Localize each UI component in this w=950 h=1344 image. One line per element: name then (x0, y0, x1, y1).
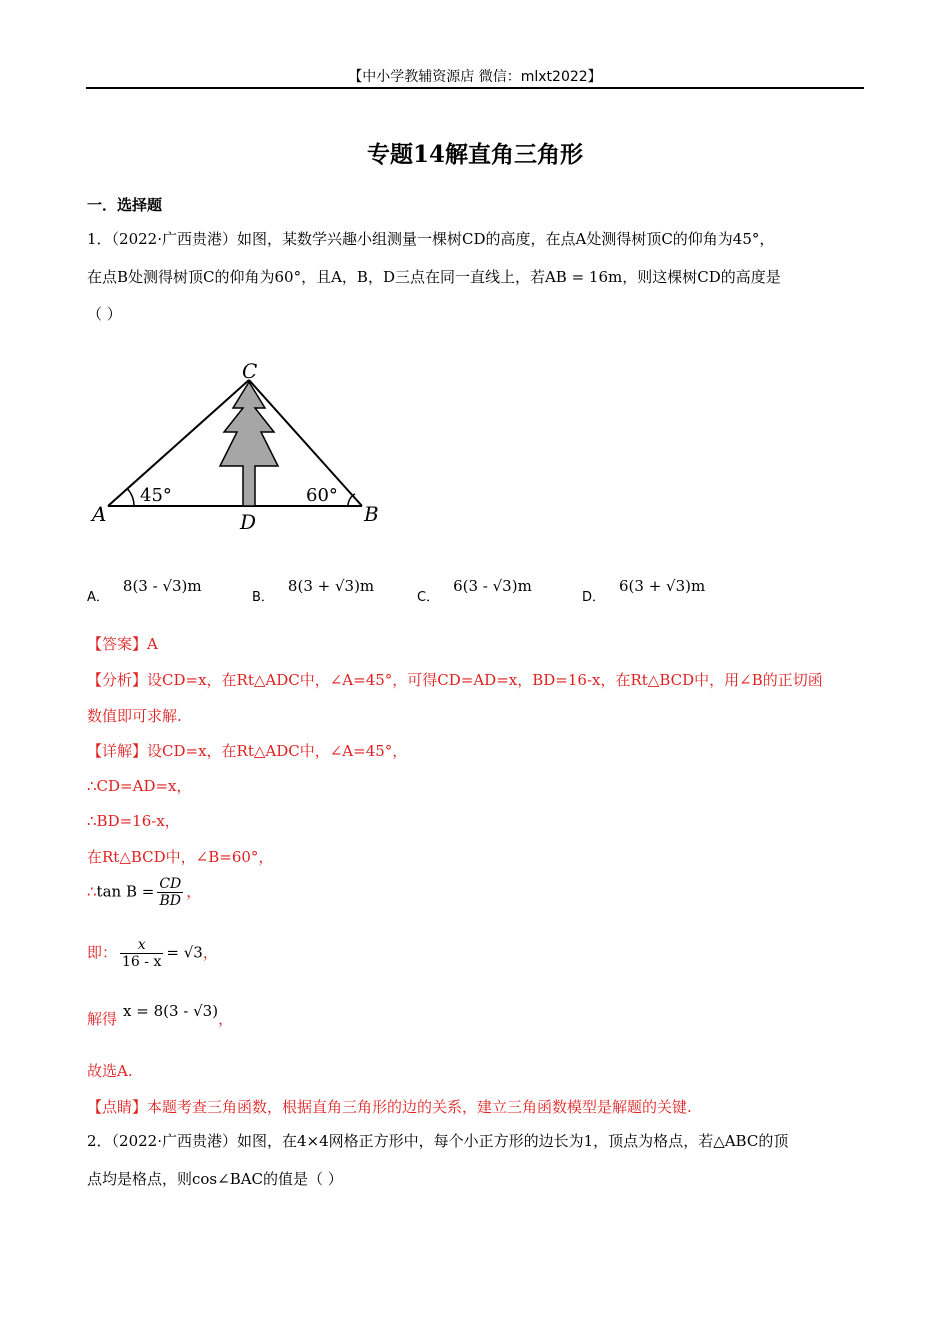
ji-prefix: 即： (87, 943, 118, 962)
answer-line: 【答案】A (87, 635, 158, 653)
label-d: D (240, 510, 257, 534)
tan-fraction (157, 876, 183, 909)
q1-line-1: 1．（2022·广西贵港）如图，某数学兴趣小组测量一棵树CD的高度，在点A处测得树顶C的仰角为45°， (87, 230, 775, 248)
option-a[interactable] (87, 577, 202, 605)
ji-equation (87, 937, 218, 970)
comment-line: 【点睛】本题考查三角函数，根据直角三角形的边的关系，建立三角函数模型是解题的关键. (87, 1098, 692, 1116)
solve-equation (87, 1002, 234, 1029)
option-a-value: 8(3 - √3)m (122, 577, 202, 595)
q1-line-3: （ ） (87, 305, 122, 323)
angle-label-b: 60° (306, 485, 338, 506)
header-rule (86, 87, 864, 89)
option-a-label: A． (87, 590, 109, 605)
option-c-label: C． (417, 590, 440, 605)
tan-numerator: CD (159, 876, 182, 892)
option-b[interactable] (252, 577, 375, 605)
analysis-line-1: 【分析】设CD=x，在Rt△ADC中，∠A=45°，可得CD=AD=x，BD=16-x，在Rt△BCD中，用∠B的正切函 (87, 671, 823, 689)
tan-end: ， (186, 882, 202, 901)
detail-line-4: 在Rt△BCD中，∠B=60°， (87, 848, 274, 866)
tan-prefix: ∴ (87, 882, 97, 901)
solve-expression: x = 8(3 - √3) (123, 1002, 219, 1020)
solve-prefix: 解得 (87, 1010, 118, 1028)
analysis-line-2: 数值即可求解. (87, 707, 182, 725)
option-d[interactable] (582, 577, 706, 605)
angle-arc-a (127, 489, 134, 506)
detail-line-1: 【详解】设CD=x，在Rt△ADC中，∠A=45°， (87, 742, 408, 760)
tan-denominator: BD (159, 893, 182, 909)
detail-line-2: ∴CD=AD=x， (87, 777, 192, 795)
detail-line-3: ∴BD=16-x， (87, 812, 180, 830)
page-title: 专题14解直角三角形 (366, 141, 583, 168)
option-d-label: D． (582, 590, 606, 605)
tree-icon (220, 382, 278, 506)
side-ac (108, 380, 249, 506)
q2-line-2: 点均是格点，则cos∠BAC的值是（ ） (87, 1170, 343, 1188)
option-d-value: 6(3 + √3)m (619, 577, 706, 595)
option-b-label: B． (252, 590, 274, 605)
tree-triangle-figure (86, 356, 396, 536)
ji-end: ， (202, 943, 218, 962)
section-heading: 一．选择题 (87, 196, 163, 214)
choose-line: 故选A. (87, 1062, 133, 1080)
ji-fraction (120, 937, 163, 970)
tan-lhs: tan B = (96, 882, 155, 901)
solve-end: ， (218, 1010, 234, 1028)
label-a: A (92, 502, 107, 526)
q1-line-2: 在点B处测得树顶C的仰角为60°，且A，B，D三点在同一直线上，若AB = 16m，则这棵树CD的高度是 (87, 268, 781, 286)
ji-denominator: 16 - x (122, 954, 162, 970)
page-header: 【中小学教辅资源店 微信：mlxt2022】 (348, 69, 602, 85)
label-b: B (364, 502, 379, 526)
ji-rhs: = √3 (166, 943, 203, 962)
q2-line-1: 2．（2022·广西贵港）如图，在4×4网格正方形中，每个小正方形的边长为1，顶点为格点，若△ABC的顶 (87, 1132, 789, 1150)
angle-label-a: 45° (140, 485, 172, 506)
label-c: C (242, 359, 258, 383)
option-b-value: 8(3 + √3)m (287, 577, 375, 595)
ji-numerator: x (120, 937, 163, 954)
tan-equation (87, 876, 201, 909)
option-c[interactable] (417, 577, 532, 605)
option-c-value: 6(3 - √3)m (453, 577, 532, 595)
